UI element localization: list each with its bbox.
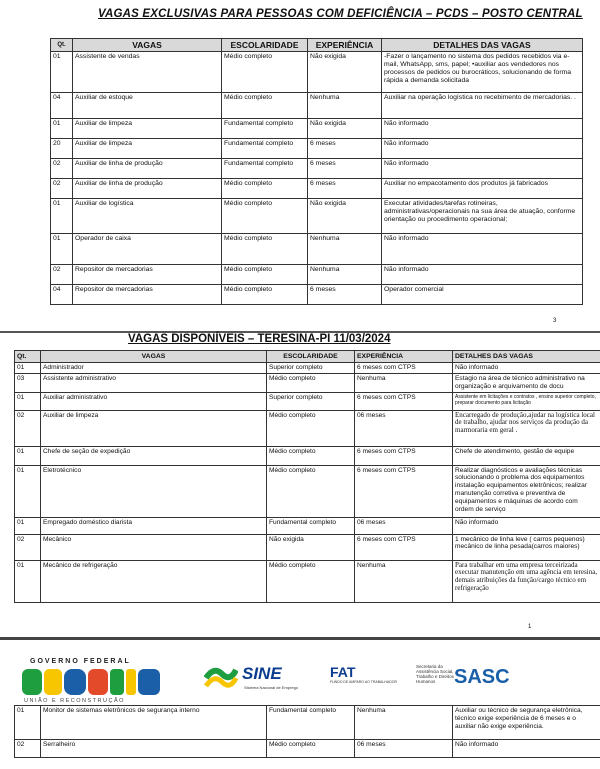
table-row [51,159,583,179]
cell-experiencia: 6 meses [308,285,382,305]
cell-vaga: Auxiliar de linha de produção [73,179,222,199]
header-vagas: VAGAS [41,351,267,363]
cell-qt: 01 [15,706,41,740]
table-row [51,139,583,159]
table-row [15,374,600,393]
cell-vaga: Eletrotécnico [41,465,267,517]
cell-detalhes: Não informado [382,234,583,265]
page-title: VAGAS DISPONÍVEIS – TERESINA-PI 11/03/2024 [128,333,391,345]
cell-vaga: Auxiliar de limpeza [73,119,222,139]
cell-detalhes: 1 mecânico de linha leve ( carros pequenos) mecânico de linha pesada(carros maiores) [453,534,600,560]
cell-experiencia: Nenhuma [355,706,453,740]
gov-top-text: GOVERNO FEDERAL [30,658,131,665]
cell-qt: 01 [15,465,41,517]
cell-escolaridade: Médio completo [267,410,355,446]
brasil-logo-icon [22,667,172,697]
sine-text: SINE [242,664,282,683]
table-row [15,740,600,758]
cell-experiencia: Não exigida [308,199,382,234]
sine-icon [204,664,238,692]
cell-experiencia: Nenhuma [355,560,453,602]
table-row [15,706,600,740]
cell-detalhes: Estagio na área de técnico administrativo na organização e arquivamento de docu [453,374,600,393]
cell-qt: 01 [15,392,41,410]
sasc-sub-text: Secretaria da Assistência Social, Trabalho e Direitos Humanos [416,664,454,684]
cell-escolaridade: Médio completo [222,199,308,234]
cell-qt: 01 [15,446,41,465]
cell-qt: 01 [15,517,41,534]
header-vagas: VAGAS [73,39,222,52]
header-qt: Qt. [51,39,73,52]
table-header-row [15,351,600,363]
cell-detalhes: Auxiliar ou técnico de segurança eletrônica, técnico exige experiência de 6 meses e o auxiliar não exige experiência. [453,706,600,740]
cell-escolaridade: Médio completo [267,374,355,393]
cell-experiencia: Nenhuma [308,234,382,265]
cell-vaga: Auxiliar de limpeza [41,410,267,446]
logo-header [0,640,600,704]
table-row [51,52,583,93]
cell-qt: 02 [51,265,73,285]
cell-experiencia: 6 meses com CTPS [355,534,453,560]
table-row [15,446,600,465]
cell-experiencia: 6 meses com CTPS [355,363,453,374]
cell-escolaridade: Médio completo [267,740,355,758]
cell-vaga: Chefe de seção de expedição [41,446,267,465]
cell-vaga: Serralheiro [41,740,267,758]
page-number: 1 [528,624,532,630]
cell-vaga: Repositor de mercadorias [73,265,222,285]
table-row [51,285,583,305]
cell-escolaridade: Médio completo [267,465,355,517]
cell-detalhes: Não informado [453,740,600,758]
vacancies-table-continued [14,705,600,758]
cell-vaga: Repositor de mercadorias [73,285,222,305]
cell-detalhes: Auxiliar na operação logística no recebimento de mercadorias. . [382,93,583,119]
table-row [51,179,583,199]
cell-qt: 04 [51,285,73,305]
cell-vaga: Assistente de vendas [73,52,222,93]
cell-escolaridade: Médio completo [267,446,355,465]
sine-sub-text: Sistema Nacional de Emprego [244,685,299,690]
cell-detalhes: Operador comercial [382,285,583,305]
document-page-2 [0,333,600,635]
page-title: VAGAS EXCLUSIVAS PARA PESSOAS COM DEFICIÊNCIA – PCDS – POSTO CENTRAL [98,8,583,20]
cell-escolaridade: Fundamental completo [267,706,355,740]
cell-escolaridade: Fundamental completo [267,517,355,534]
table-row [15,517,600,534]
cell-detalhes: Executar atividades/tarefas rotineiras, administrativas/operacionais na sua área de atuação, conforme orientação ou procedimento operacional; [382,199,583,234]
cell-qt: 01 [15,363,41,374]
cell-detalhes: Não informado [382,139,583,159]
cell-vaga: Operador de caixa [73,234,222,265]
table-header-row [51,39,583,52]
cell-qt: 20 [51,139,73,159]
gov-sub-text: UNIÃO E RECONSTRUÇÃO [24,698,125,704]
table-row [51,234,583,265]
header-experiencia: EXPERIÊNCIA [355,351,453,363]
fat-logo [330,664,397,694]
cell-vaga: Mecânico de refrigeração [41,560,267,602]
cell-detalhes: Realizar diagnósticos e avaliações técnicas solucionando o problema dos equipamentos instalação equipamentos eletrônicos; realizar manutenção corretiva e preventiva de equipamentos e máquinas de acordo com ordem de serviço [453,465,600,517]
cell-experiencia: 6 meses com CTPS [355,446,453,465]
cell-vaga: Auxiliar de estoque [73,93,222,119]
table-row [15,363,600,374]
cell-escolaridade: Superior completo [267,392,355,410]
sasc-logo [412,664,532,694]
cell-experiencia: Não exigida [308,52,382,93]
table-row [15,392,600,410]
cell-qt: 03 [15,374,41,393]
cell-vaga: Auxiliar de logística [73,199,222,234]
cell-qt: 02 [15,534,41,560]
cell-qt: 04 [51,93,73,119]
document-page-3 [0,640,600,769]
table-row [51,199,583,234]
table-row [51,93,583,119]
cell-detalhes: Não informado [382,119,583,139]
cell-detalhes: Para trabalhar em uma empresa terceirizada executar manutenção em uma agência em teresina, demais atribuições da função/cargo técnico em refrigeração [453,560,600,602]
cell-experiencia: 6 meses [308,139,382,159]
cell-escolaridade: Não exigida [267,534,355,560]
cell-qt: 02 [15,410,41,446]
table-row [15,465,600,517]
cell-experiencia: 06 meses [355,740,453,758]
cell-experiencia: Nenhuma [355,374,453,393]
cell-vaga: Auxiliar de limpeza [73,139,222,159]
cell-detalhes: -Fazer o lançamento no sistema dos pedidos recebidos via e-mail, WhatsApp, sms, papel; •auxiliar aos vendedores nos processos de pedidos ou burocráticos, solucionando de forma rápida a demanda solicitada [382,52,583,93]
cell-qt: 01 [51,234,73,265]
cell-vaga: Mecânico [41,534,267,560]
cell-escolaridade: Médio completo [222,265,308,285]
cell-qt: 02 [51,179,73,199]
cell-qt: 02 [15,740,41,758]
cell-experiencia: Nenhuma [308,265,382,285]
cell-detalhes: Não informado [382,265,583,285]
table-row [51,265,583,285]
cell-escolaridade: Médio completo [222,93,308,119]
cell-escolaridade: Médio completo [222,285,308,305]
header-detalhes: DETALHES DAS VAGAS [453,351,600,363]
cell-detalhes: Encarregado de produção,ajudar na logística local de trabalho, ajudar nos serviços da produção da marmoraria em geral . [453,410,600,446]
cell-qt: 02 [51,159,73,179]
fat-text: FAT [330,664,356,680]
cell-vaga: Assistente administrativo [41,374,267,393]
cell-qt: 01 [51,119,73,139]
table-row [15,560,600,602]
governo-federal-logo [22,658,182,704]
table-row [15,410,600,446]
cell-escolaridade: Médio completo [222,234,308,265]
cell-experiencia: 06 meses [355,410,453,446]
cell-qt: 01 [51,199,73,234]
header-detalhes: DETALHES DAS VAGAS [382,39,583,52]
cell-vaga: Auxiliar de linha de produção [73,159,222,179]
fat-sub-text: FUNDO DE AMPARO AO TRABALHADOR [330,680,397,684]
cell-vaga: Auxiliar administrativo [41,392,267,410]
cell-vaga: Monitor de sistemas eletrônicos de segurança interno [41,706,267,740]
cell-experiencia: 6 meses [308,159,382,179]
cell-experiencia: 6 meses com CTPS [355,392,453,410]
cell-escolaridade: Superior completo [267,363,355,374]
header-experiencia: EXPERIÊNCIA [308,39,382,52]
table-row [15,534,600,560]
cell-experiencia: Não exigida [308,119,382,139]
cell-detalhes: Não informado [382,159,583,179]
cell-escolaridade: Médio completo [222,179,308,199]
cell-experiencia: 06 meses [355,517,453,534]
cell-experiencia: 6 meses com CTPS [355,465,453,517]
header-qt: Qt. [15,351,41,363]
table-row [51,119,583,139]
cell-vaga: Empregado doméstico diarista [41,517,267,534]
cell-qt: 01 [15,560,41,602]
cell-detalhes: Auxiliar no empacotamento dos produtos já fabricados [382,179,583,199]
cell-escolaridade: Fundamental completo [222,119,308,139]
sasc-text: SASC [454,666,510,688]
cell-detalhes: Não informado [453,363,600,374]
cell-qt: 01 [51,52,73,93]
cell-escolaridade: Fundamental completo [222,139,308,159]
document-page-1 [0,0,600,330]
cell-detalhes: Assistente em licitações e contratos , ensino superior completo, preparar documento para licitação [453,392,600,410]
header-escolaridade: ESCOLARIDADE [267,351,355,363]
cell-escolaridade: Fundamental completo [222,159,308,179]
vacancies-table-pcd [50,38,583,305]
cell-escolaridade: Médio completo [222,52,308,93]
page-number: 3 [553,318,557,324]
cell-detalhes: Chefe de atendimento, gestão de equipe [453,446,600,465]
cell-escolaridade: Médio completo [267,560,355,602]
cell-experiencia: Nenhuma [308,93,382,119]
cell-detalhes: Não informado [453,517,600,534]
vacancies-table-teresina [14,350,600,603]
cell-experiencia: 6 meses [308,179,382,199]
cell-vaga: Administrador [41,363,267,374]
sine-logo [204,664,324,694]
header-escolaridade: ESCOLARIDADE [222,39,308,52]
